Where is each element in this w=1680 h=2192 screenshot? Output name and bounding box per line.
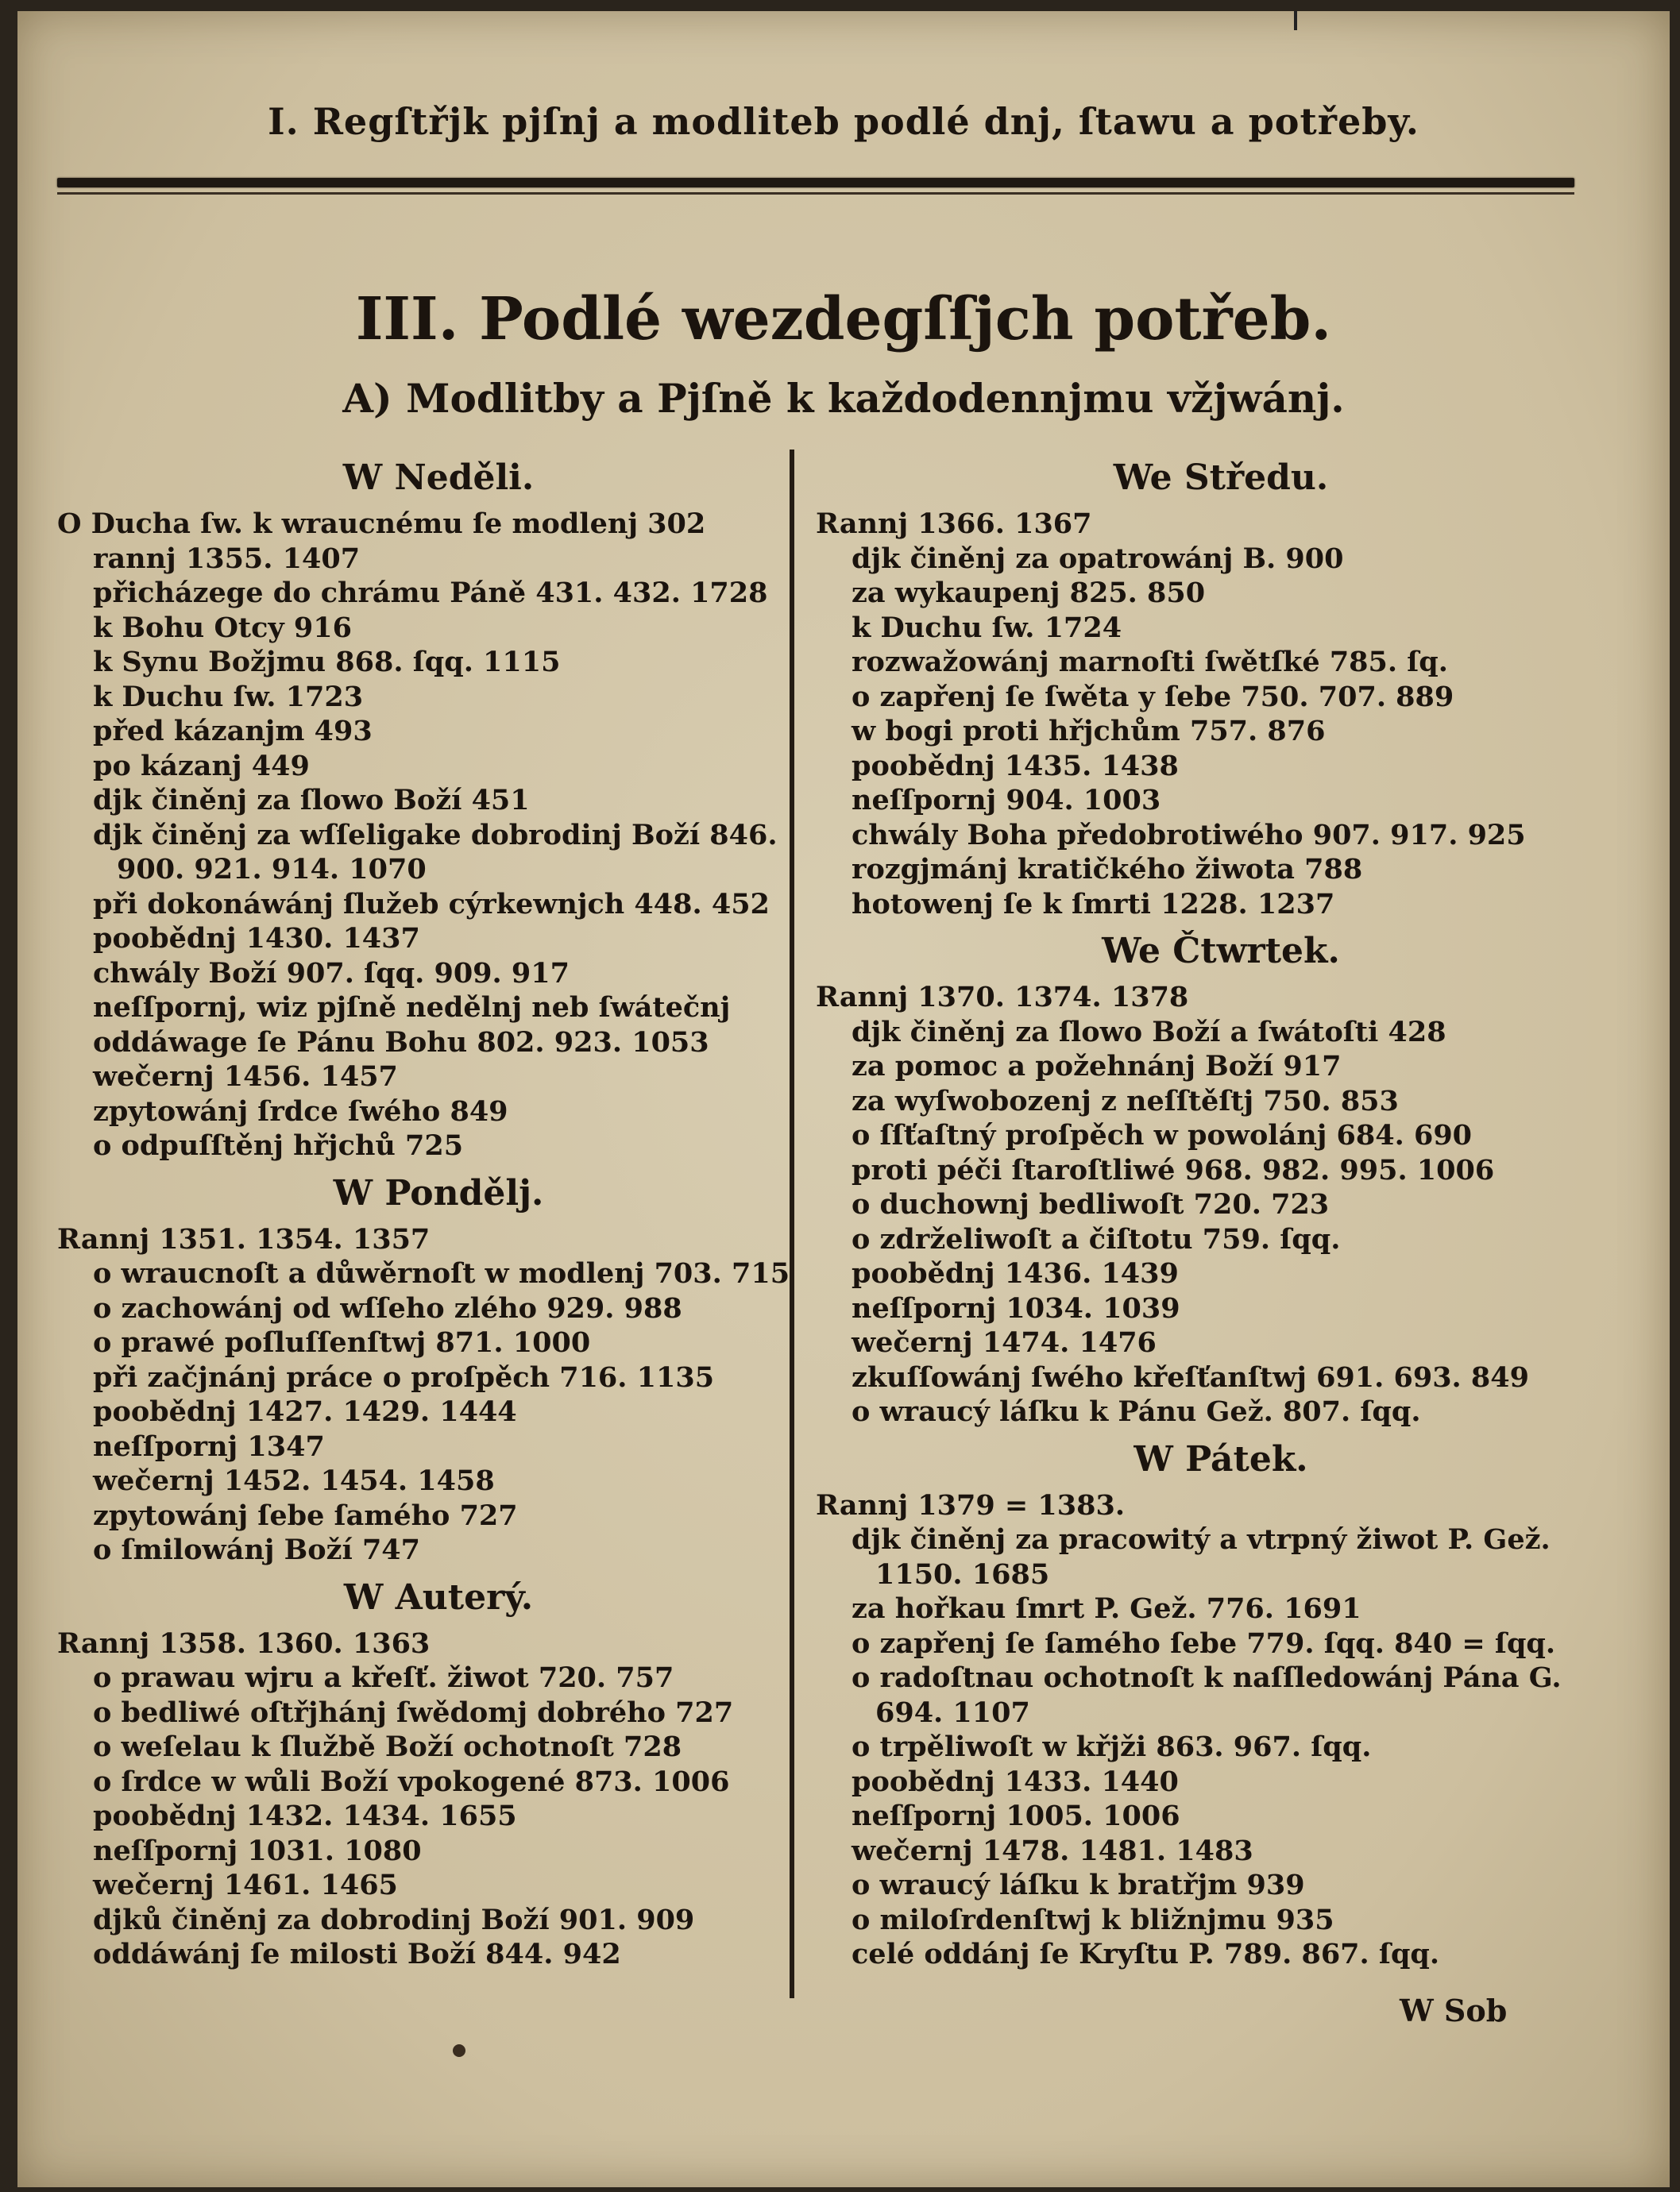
entry-line: 1150. 1685 (875, 1557, 1050, 1591)
entry-line: za pomoc a požehnánj Boží 917 (852, 1050, 1342, 1082)
entry-line: celé oddánj ſe Kryſtu P. 789. 867. ſqq. (852, 1938, 1440, 1970)
section-subtitle: A) Modlitby a Pjſně k každodennjmu vžjwánj. (342, 375, 1345, 422)
entry-line: k Bohu Otcy 916 (93, 611, 352, 644)
entry-line: neſſpornj 1031. 1080 (93, 1834, 422, 1867)
entry-line: při začjnánj práce o proſpěch 716. 1135 (93, 1360, 715, 1394)
entry-line: o wraucnoſt a důwěrnoſt w modlenj 703. 715 (93, 1257, 790, 1290)
entry-line: djk činěnj za opatrowánj B. 900 (852, 542, 1344, 575)
entry-lead-line: O Ducha ſw. k wraucnému ſe modlenj 302 (57, 507, 706, 540)
entry-line: poobědnj 1436. 1439 (852, 1257, 1179, 1290)
entry-line: o ſſťaſtný proſpěch w powolánj 684. 690 (852, 1119, 1473, 1152)
entry-line: o zdrželiwoſt a čiſtotu 759. ſqq. (852, 1222, 1341, 1256)
day-heading: We Středu. (1113, 457, 1329, 498)
entry-line: před kázanjm 493 (93, 715, 373, 747)
entry-line: poobědnj 1435. 1438 (852, 749, 1179, 782)
entry-line: o zapřenj ſe ſwěta y ſebe 750. 707. 889 (852, 680, 1454, 713)
entry-line: 694. 1107 (875, 1696, 1030, 1729)
entry-line: 900. 921. 914. 1070 (117, 853, 427, 886)
page (17, 11, 1670, 2187)
right-column (816, 448, 1626, 1972)
day-heading: W Auterý. (343, 1576, 534, 1618)
entry-line: djk činěnj za ſlowo Boží a ſwátoſti 428 (852, 1015, 1446, 1048)
entry-line: oddáwánj ſe milosti Boží 844. 942 (93, 1938, 621, 1970)
entry-lead-line: Rannj 1370. 1374. 1378 (816, 981, 1189, 1013)
entry-line: při dokonáwánj ſlužeb cýrkewnjch 448. 452 (93, 887, 770, 920)
entry-line: djk činěnj za wſſeligake dobrodinj Boží 846. (93, 818, 778, 851)
entry-line: wečernj 1461. 1465 (93, 1869, 398, 1901)
entry-line: o prawé poſluſſenſtwj 871. 1000 (93, 1326, 591, 1359)
entry-line: o trpěliwoſt w křjži 863. 967. ſqq. (852, 1731, 1372, 1763)
entry-line: neſſpornj 1034. 1039 (852, 1291, 1180, 1325)
entry-line: o bedliwé oſtřjhánj ſwědomj dobrého 727 (93, 1696, 734, 1729)
entry-line: chwály Boží 907. ſqq. 909. 917 (93, 956, 570, 990)
entry-line: o duchownj bedliwoſt 720. 723 (852, 1188, 1330, 1221)
day-heading: W Pátek. (1134, 1438, 1308, 1480)
entry-line: wečernj 1456. 1457 (93, 1060, 398, 1093)
entry-line: w bogi proti hřjchům 757. 876 (852, 715, 1326, 747)
day-heading: We Čtwrtek. (1102, 931, 1340, 971)
entry-line: o prawau wjru a křeſť. žiwot 720. 757 (93, 1661, 674, 1694)
entry-line: k Duchu ſw. 1724 (852, 611, 1122, 644)
entry-line: poobědnj 1432. 1434. 1655 (93, 1800, 517, 1832)
entry-line: o miloſrdenſtwj k bližnjmu 935 (852, 1903, 1334, 1936)
entry-line: o ſrdce w wůli Boží vpokogené 873. 1006 (93, 1765, 730, 1798)
entry-line: poobědnj 1430. 1437 (93, 922, 420, 955)
entry-line: rozwažowánj marnoſti ſwětſké 785. ſq. (852, 646, 1448, 678)
entry-line: zpytowánj ſebe ſamého 727 (93, 1499, 518, 1532)
entry-line: proti péči ſtaroſtliwé 968. 982. 995. 1006 (852, 1153, 1495, 1187)
entry-line: po kázanj 449 (93, 749, 310, 782)
entry-line: hotowenj ſe k ſmrti 1228. 1237 (852, 887, 1335, 920)
entry-line: djk činěnj za pracowitý a vtrpný žiwot P. Gež. (852, 1523, 1551, 1556)
page-mark (1294, 11, 1297, 30)
entry-line: o radoſtnau ochotnoſt k naſſledowánj Pána G. (852, 1661, 1562, 1694)
entry-line: o zachowánj od wſſeho zlého 929. 988 (93, 1291, 682, 1325)
header-rule (57, 178, 1574, 187)
entry-line: o wraucý láſku k bratřjm 939 (852, 1869, 1305, 1901)
entry-line: djk činěnj za ſlowo Boží 451 (93, 784, 530, 816)
entry-line: neſſpornj 904. 1003 (852, 784, 1161, 816)
entry-line: za wykaupenj 825. 850 (852, 577, 1206, 609)
day-heading: W Neděli. (342, 457, 535, 498)
entry-line: djků činěnj za dobrodinj Boží 901. 909 (93, 1903, 695, 1936)
entry-line: neſſpornj 1347 (93, 1430, 325, 1463)
ink-spot (453, 2044, 465, 2057)
entry-lead-line: Rannj 1366. 1367 (816, 507, 1092, 540)
entry-line: za hořkau ſmrt P. Gež. 776. 1691 (852, 1592, 1361, 1625)
running-head: I. Regſtřjk pjſnj a modliteb podlé dnj, ſtawu a potřeby. (268, 100, 1419, 143)
entry-line: za wyſwobozenj z neſſtěſtj 750. 853 (852, 1084, 1399, 1117)
entry-line: rannj 1355. 1407 (93, 542, 361, 575)
entry-line: poobědnj 1427. 1429. 1444 (93, 1395, 517, 1428)
entry-line: k Duchu ſw. 1723 (93, 680, 364, 713)
entry-line: oddáwage ſe Pánu Bohu 802. 923. 1053 (93, 1025, 709, 1059)
entry-line: o ſmilowánj Boží 747 (93, 1534, 421, 1566)
entry-line: o wraucý láſku k Pánu Gež. 807. ſqq. (852, 1395, 1421, 1428)
entry-lead-line: Rannj 1351. 1354. 1357 (57, 1222, 431, 1256)
entry-line: o odpuſſtěnj hřjchů 725 (93, 1129, 464, 1162)
entry-lead-line: Rannj 1358. 1360. 1363 (57, 1627, 431, 1660)
entry-line: o zapřenj ſe ſamého ſebe 779. ſqq. 840 = ſqq. (852, 1627, 1556, 1660)
entry-line: k Synu Božjmu 868. ſqq. 1115 (93, 646, 561, 678)
catchword: W Sob (1400, 1993, 1508, 2028)
column-divider (790, 450, 794, 1998)
entry-line: wečernj 1452. 1454. 1458 (93, 1465, 495, 1497)
entry-line: rozgjmánj kratičkého žiwota 788 (852, 853, 1363, 886)
entry-line: zpytowánj ſrdce ſwého 849 (93, 1094, 508, 1128)
left-column (57, 448, 788, 1972)
entry-line: neſſpornj, wiz pjſně nedělnj neb ſwátečnj (93, 991, 731, 1024)
entry-line: chwály Boha předobrotiwého 907. 917. 925 (852, 818, 1526, 851)
entry-line: neſſpornj 1005. 1006 (852, 1800, 1180, 1832)
entry-lead-line: Rannj 1379 = 1383. (816, 1488, 1126, 1522)
entry-line: přicházege do chrámu Páně 431. 432. 1728 (93, 577, 768, 609)
section-title: III. Podlé wezdegſſjch potřeb. (355, 285, 1332, 353)
entry-line: wečernj 1478. 1481. 1483 (852, 1834, 1253, 1867)
entry-line: poobědnj 1433. 1440 (852, 1765, 1179, 1798)
header-rule-thin (57, 192, 1574, 195)
day-heading: W Pondělj. (333, 1172, 544, 1214)
entry-line: o weſelau k ſlužbě Boží ochotnoſt 728 (93, 1731, 682, 1763)
entry-line: wečernj 1474. 1476 (852, 1326, 1157, 1359)
entry-line: zkuſſowánj ſwého křeſťanſtwj 691. 693. 849 (852, 1360, 1529, 1394)
